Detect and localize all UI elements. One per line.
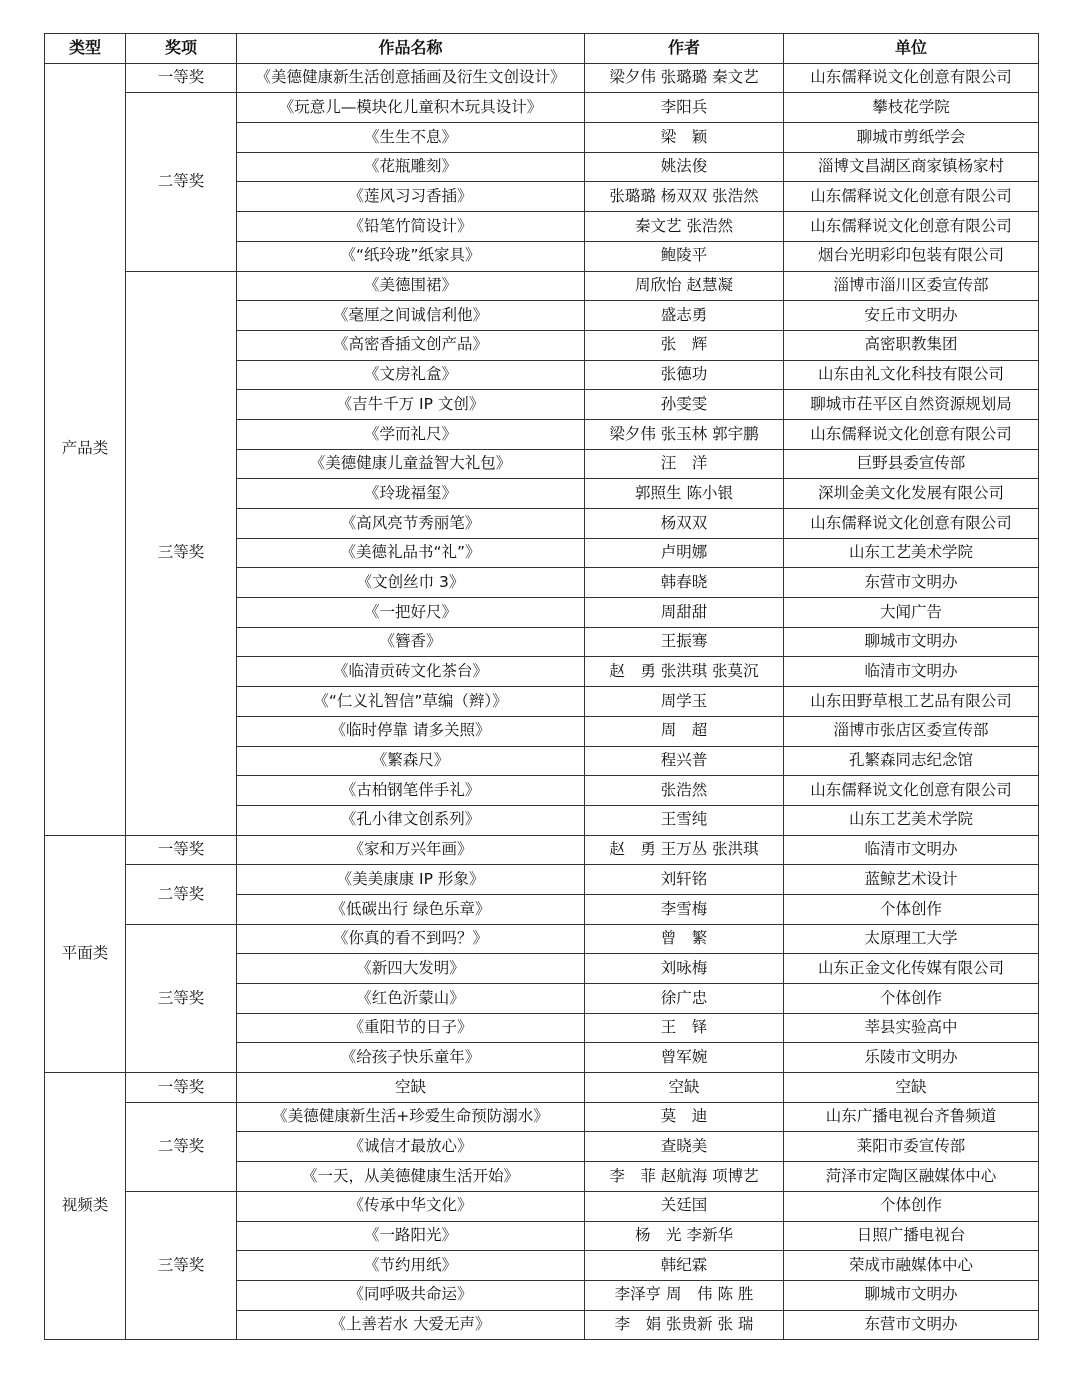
unit-cell: 个体创作 [784,894,1039,924]
author-cell: 韩春晓 [585,568,784,598]
unit-cell: 临清市文明办 [784,657,1039,687]
work-cell: 《毫厘之间诚信利他》 [237,301,585,331]
work-cell: 《“仁义礼智信”草编（辫）》 [237,687,585,717]
unit-cell: 大闻广告 [784,598,1039,628]
unit-cell: 山东正金文化传媒有限公司 [784,954,1039,984]
work-cell: 《铅笔竹简设计》 [237,212,585,242]
author-cell: 秦文艺 张浩然 [585,212,784,242]
unit-cell: 山东由礼文化科技有限公司 [784,360,1039,390]
work-cell: 空缺 [237,1073,585,1103]
unit-cell: 巨野县委宣传部 [784,449,1039,479]
unit-cell: 山东工艺美术学院 [784,538,1039,568]
unit-cell: 空缺 [784,1073,1039,1103]
award-cell: 二等奖 [126,93,237,271]
author-cell: 莫 迪 [585,1102,784,1132]
unit-cell: 淄博市张店区委宣传部 [784,716,1039,746]
author-cell: 李雪梅 [585,894,784,924]
table-row [45,1191,1039,1221]
author-cell: 曾 繁 [585,924,784,954]
header-work: 作品名称 [237,34,585,64]
unit-cell: 莘县实验高中 [784,1013,1039,1043]
unit-cell: 山东田野草根工艺品有限公司 [784,687,1039,717]
author-cell: 程兴普 [585,746,784,776]
unit-cell: 菏泽市定陶区融媒体中心 [784,1162,1039,1192]
table-row [45,1102,1039,1132]
unit-cell: 山东广播电视台齐鲁频道 [784,1102,1039,1132]
author-cell: 赵 勇 张洪琪 张莫沉 [585,657,784,687]
author-cell: 周甜甜 [585,598,784,628]
unit-cell: 山东儒释说文化创意有限公司 [784,182,1039,212]
author-cell: 关廷国 [585,1191,784,1221]
work-cell: 《学而礼尺》 [237,419,585,449]
unit-cell: 聊城市文明办 [784,627,1039,657]
work-cell: 《玩意儿—模块化儿童积木玩具设计》 [237,93,585,123]
author-cell: 王振骞 [585,627,784,657]
author-cell: 赵 勇 王万丛 张洪琪 [585,835,784,865]
work-cell: 《红色沂蒙山》 [237,984,585,1014]
unit-cell: 太原理工大学 [784,924,1039,954]
author-cell: 王雪纯 [585,805,784,835]
author-cell: 徐广忠 [585,984,784,1014]
unit-cell: 东营市文明办 [784,1310,1039,1340]
work-cell: 《簪香》 [237,627,585,657]
unit-cell: 烟台光明彩印包装有限公司 [784,241,1039,271]
unit-cell: 高密职教集团 [784,330,1039,360]
work-cell: 《诚信才最放心》 [237,1132,585,1162]
table-header-row [45,34,1039,64]
author-cell: 周 超 [585,716,784,746]
unit-cell: 攀枝花学院 [784,93,1039,123]
table-row [45,63,1039,93]
work-cell: 《生生不息》 [237,123,585,153]
author-cell: 刘轩铭 [585,865,784,895]
author-cell: 卢明娜 [585,538,784,568]
author-cell: 张 辉 [585,330,784,360]
category-cell: 视频类 [45,1073,126,1340]
work-cell: 《新四大发明》 [237,954,585,984]
work-cell: 《给孩子快乐童年》 [237,1043,585,1073]
author-cell: 李 菲 赵航海 项博艺 [585,1162,784,1192]
author-cell: 刘咏梅 [585,954,784,984]
unit-cell: 山东儒释说文化创意有限公司 [784,212,1039,242]
unit-cell: 山东儒释说文化创意有限公司 [784,63,1039,93]
work-cell: 《古柏钢笔伴手礼》 [237,776,585,806]
work-cell: 《繁森尺》 [237,746,585,776]
awards-table [44,33,1039,1340]
header-award: 奖项 [126,34,237,64]
table-row [45,865,1039,895]
author-cell: 梁 颖 [585,123,784,153]
work-cell: 《同呼吸共命运》 [237,1280,585,1310]
awards-table-container [44,33,1039,1340]
unit-cell: 个体创作 [784,984,1039,1014]
work-cell: 《文创丝巾 3》 [237,568,585,598]
table-row [45,271,1039,301]
unit-cell: 淄博文昌湖区商家镇杨家村 [784,152,1039,182]
unit-cell: 山东工艺美术学院 [784,805,1039,835]
work-cell: 《莲风习习香插》 [237,182,585,212]
unit-cell: 聊城市茌平区自然资源规划局 [784,390,1039,420]
unit-cell: 安丘市文明办 [784,301,1039,331]
header-unit: 单位 [784,34,1039,64]
category-cell: 产品类 [45,63,126,835]
author-cell: 梁夕伟 张玉林 郭宇鹏 [585,419,784,449]
author-cell: 李 娟 张贵新 张 瑞 [585,1310,784,1340]
author-cell: 汪 洋 [585,449,784,479]
award-cell: 一等奖 [126,835,237,865]
unit-cell: 东营市文明办 [784,568,1039,598]
unit-cell: 聊城市文明办 [784,1280,1039,1310]
unit-cell: 孔繁森同志纪念馆 [784,746,1039,776]
work-cell: 《上善若水 大爱无声》 [237,1310,585,1340]
work-cell: 《吉牛千万 IP 文创》 [237,390,585,420]
unit-cell: 淄博市淄川区委宣传部 [784,271,1039,301]
unit-cell: 山东儒释说文化创意有限公司 [784,509,1039,539]
award-cell: 一等奖 [126,63,237,93]
unit-cell: 山东儒释说文化创意有限公司 [784,419,1039,449]
author-cell: 郭照生 陈小银 [585,479,784,509]
award-cell: 三等奖 [126,924,237,1072]
unit-cell: 山东儒释说文化创意有限公司 [784,776,1039,806]
unit-cell: 个体创作 [784,1191,1039,1221]
award-cell: 二等奖 [126,865,237,924]
header-author: 作者 [585,34,784,64]
author-cell: 张浩然 [585,776,784,806]
author-cell: 鲍陵平 [585,241,784,271]
author-cell: 梁夕伟 张璐璐 秦文艺 [585,63,784,93]
author-cell: 李泽亨 周 伟 陈 胜 [585,1280,784,1310]
table-body [45,63,1039,1340]
work-cell: 《临清贡砖文化茶台》 [237,657,585,687]
work-cell: 《花瓶雕刻》 [237,152,585,182]
author-cell: 周学玉 [585,687,784,717]
award-cell: 二等奖 [126,1102,237,1191]
author-cell: 曾军婉 [585,1043,784,1073]
work-cell: 《美德礼品书“礼”》 [237,538,585,568]
work-cell: 《美德围裙》 [237,271,585,301]
table-row [45,924,1039,954]
work-cell: 《一天，从美德健康生活开始》 [237,1162,585,1192]
work-cell: 《“纸玲珑”纸家具》 [237,241,585,271]
unit-cell: 蓝鲸艺术设计 [784,865,1039,895]
author-cell: 张璐璐 杨双双 张浩然 [585,182,784,212]
work-cell: 《美德健康新生活创意插画及衍生文创设计》 [237,63,585,93]
work-cell: 《传承中华文化》 [237,1191,585,1221]
work-cell: 《重阳节的日子》 [237,1013,585,1043]
work-cell: 《临时停靠 请多关照》 [237,716,585,746]
work-cell: 《家和万兴年画》 [237,835,585,865]
work-cell: 《节约用纸》 [237,1251,585,1281]
unit-cell: 聊城市剪纸学会 [784,123,1039,153]
work-cell: 《玲珑福玺》 [237,479,585,509]
author-cell: 空缺 [585,1073,784,1103]
author-cell: 王 铎 [585,1013,784,1043]
work-cell: 《一路阳光》 [237,1221,585,1251]
unit-cell: 深圳金美文化发展有限公司 [784,479,1039,509]
author-cell: 孙雯雯 [585,390,784,420]
author-cell: 杨双双 [585,509,784,539]
work-cell: 《孔小律文创系列》 [237,805,585,835]
author-cell: 张德功 [585,360,784,390]
work-cell: 《美德健康新生活+珍爱生命预防溺水》 [237,1102,585,1132]
work-cell: 《美德健康儿童益智大礼包》 [237,449,585,479]
work-cell: 《低碳出行 绿色乐章》 [237,894,585,924]
table-row [45,93,1039,123]
unit-cell: 临清市文明办 [784,835,1039,865]
unit-cell: 日照广播电视台 [784,1221,1039,1251]
author-cell: 李阳兵 [585,93,784,123]
author-cell: 杨 光 李新华 [585,1221,784,1251]
award-cell: 三等奖 [126,271,237,835]
category-cell: 平面类 [45,835,126,1073]
work-cell: 《文房礼盒》 [237,360,585,390]
unit-cell: 乐陵市文明办 [784,1043,1039,1073]
work-cell: 《你真的看不到吗？》 [237,924,585,954]
work-cell: 《高风亮节秀丽笔》 [237,509,585,539]
work-cell: 《一把好尺》 [237,598,585,628]
author-cell: 盛志勇 [585,301,784,331]
author-cell: 查晓美 [585,1132,784,1162]
award-cell: 三等奖 [126,1191,237,1339]
author-cell: 姚法俊 [585,152,784,182]
unit-cell: 莱阳市委宣传部 [784,1132,1039,1162]
award-cell: 一等奖 [126,1073,237,1103]
work-cell: 《美美康康 IP 形象》 [237,865,585,895]
author-cell: 周欣怡 赵慧凝 [585,271,784,301]
work-cell: 《高密香插文创产品》 [237,330,585,360]
author-cell: 韩纪霖 [585,1251,784,1281]
table-row [45,1073,1039,1103]
header-category: 类型 [45,34,126,64]
table-row [45,835,1039,865]
unit-cell: 荣成市融媒体中心 [784,1251,1039,1281]
